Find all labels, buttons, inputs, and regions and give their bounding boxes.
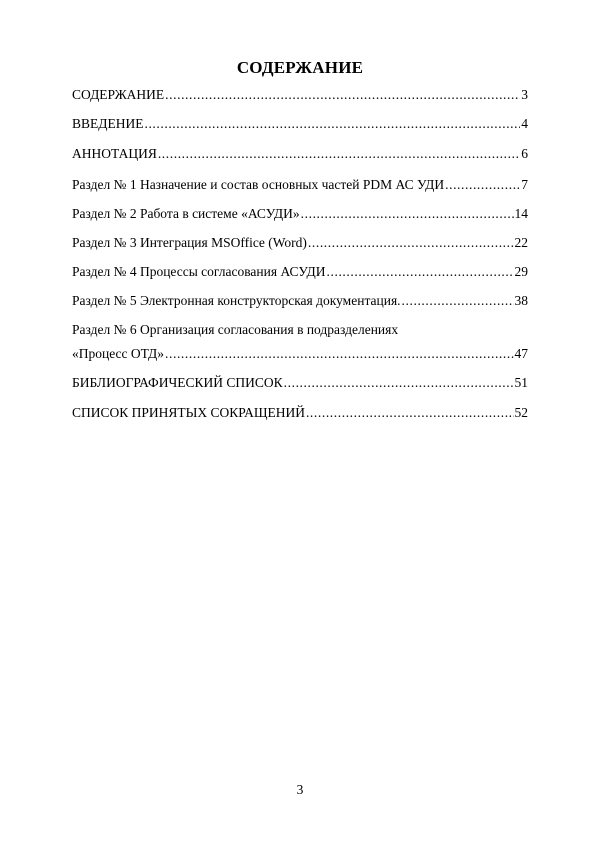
toc-entry-bibliography[interactable] xyxy=(72,374,528,392)
toc-entry-contents[interactable] xyxy=(72,86,528,104)
toc-dot-leader xyxy=(445,176,520,194)
toc-entry-label: Раздел № 1 Назначение и состав основных частей PDM АС УДИ xyxy=(72,177,445,192)
toc-entry-page: 38 xyxy=(514,293,528,308)
toc-entry-page: 47 xyxy=(514,346,528,361)
toc-entry-page: 4 xyxy=(521,116,528,131)
toc-entry-label: Раздел № 2 Работа в системе «АСУДИ» xyxy=(72,206,300,221)
toc-entry-section-6[interactable] xyxy=(72,345,528,363)
toc-entry-section-3[interactable] xyxy=(72,234,528,252)
toc-entry-section-2[interactable] xyxy=(72,205,528,223)
toc-entry-label: АННОТАЦИЯ xyxy=(72,146,157,161)
toc-entry-page: 3 xyxy=(521,87,528,102)
toc-dot-leader xyxy=(158,145,520,163)
toc-entry-abbreviations[interactable] xyxy=(72,404,528,422)
toc-entry-introduction[interactable] xyxy=(72,115,528,133)
toc-entry-label: Раздел № 3 Интеграция MSOffice (Word) xyxy=(72,235,307,250)
toc-dot-leader xyxy=(301,205,514,223)
toc-entry-annotation[interactable] xyxy=(72,145,528,163)
toc-dot-leader xyxy=(284,374,514,392)
toc-entry-label: СПИСОК ПРИНЯТЫХ СОКРАЩЕНИЙ xyxy=(72,405,305,420)
toc-dot-leader xyxy=(144,115,520,133)
toc-entry-label: БИБЛИОГРАФИЧЕСКИЙ СПИСОК xyxy=(72,375,283,390)
toc-entry-label: Раздел № 4 Процессы согласования АСУДИ xyxy=(72,264,326,279)
toc-entry-section-6-line1[interactable]: Раздел № 6 Организация согласования в подразделениях xyxy=(72,322,399,337)
toc-dot-leader xyxy=(306,404,514,422)
toc-dot-leader xyxy=(308,234,514,252)
page-number: 3 xyxy=(296,782,304,797)
toc-entry-section-1[interactable] xyxy=(72,176,528,194)
toc-entry-page: 29 xyxy=(514,264,528,279)
toc-entry-page: 14 xyxy=(514,206,528,221)
toc-dot-leader xyxy=(165,345,513,363)
toc-entry-label: ВВЕДЕНИЕ xyxy=(72,116,144,131)
toc-entry-label: «Процесс ОТД» xyxy=(72,346,165,361)
toc-entry-section-5[interactable] xyxy=(72,292,528,310)
toc-entry-page: 52 xyxy=(514,405,528,420)
toc-entry-section-4[interactable] xyxy=(72,263,528,281)
toc-dot-leader xyxy=(165,86,520,104)
toc-entry-page: 22 xyxy=(514,235,528,250)
page-title: СОДЕРЖАНИЕ xyxy=(236,58,364,77)
toc-dot-leader xyxy=(327,263,514,281)
toc-entry-page: 51 xyxy=(514,375,528,390)
toc-entry-label: СОДЕРЖАНИЕ xyxy=(72,87,165,102)
toc-entry-page: 7 xyxy=(521,177,528,192)
toc-entry-page: 6 xyxy=(521,146,528,161)
toc-dot-leader xyxy=(402,292,514,310)
toc-entry-label: Раздел № 5 Электронная конструкторская документация. xyxy=(72,293,401,308)
